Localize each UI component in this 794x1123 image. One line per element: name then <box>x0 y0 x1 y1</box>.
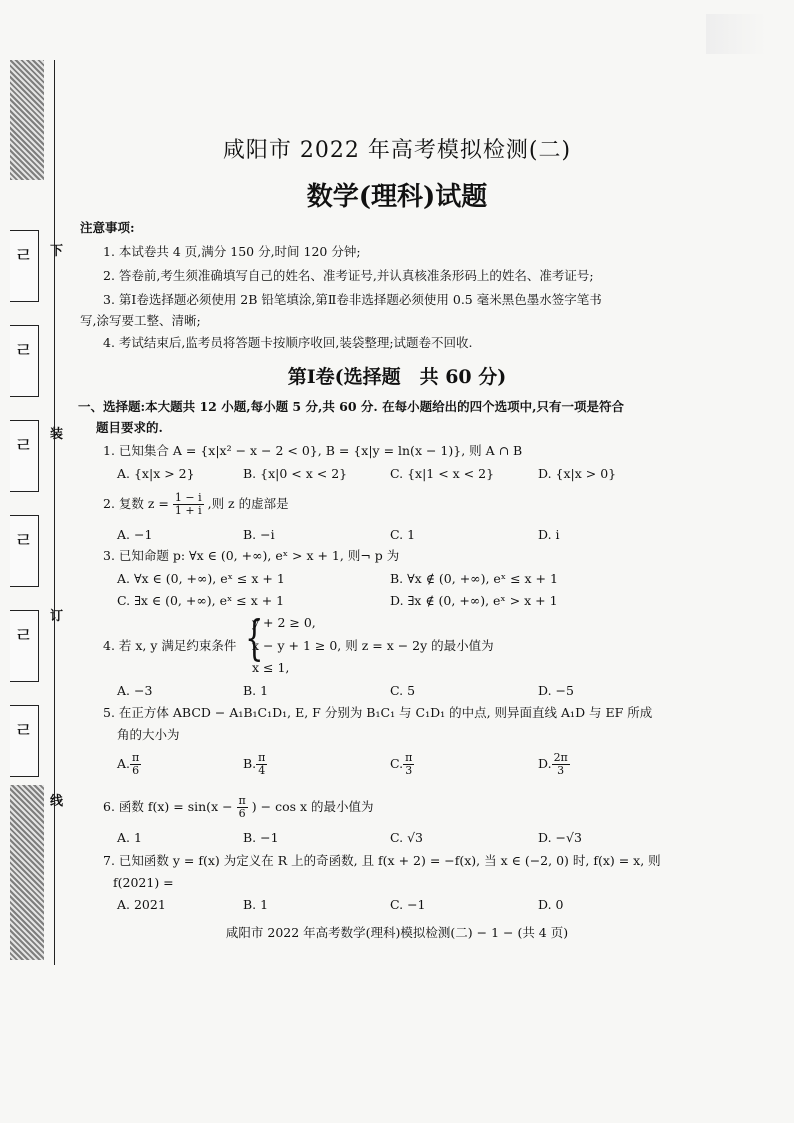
gutter-box: ㄹ <box>10 325 39 397</box>
q2-numerator: 1 − i <box>174 491 202 504</box>
notice-heading: 注意事项: <box>80 220 135 235</box>
question-7-stem: 7. 已知函数 y = f(x) 为定义在 R 上的奇函数, 且 f(x + 2) = −f(x), 当 x ∈ (−2, 0) 时, f(x) = x, 则 <box>103 853 661 868</box>
part-intro: 题目要求的. <box>96 420 163 435</box>
q5-d-num: 2π <box>553 751 568 764</box>
q7-option-d: D. 0 <box>538 897 564 912</box>
gutter-char-xian: 线 <box>50 794 64 809</box>
q2-denominator: 1 + i <box>174 504 202 517</box>
section-heading: 第Ⅰ卷(选择题 共 60 分) <box>287 366 507 388</box>
q5-a-den: 6 <box>132 764 140 777</box>
q6-denominator: 6 <box>238 807 246 820</box>
gutter-char-xia: 下 <box>50 244 64 259</box>
q4-constraint-3: x ≤ 1, <box>252 660 290 675</box>
question-6-stem <box>103 795 374 820</box>
q5-b-den: 4 <box>258 764 266 777</box>
q4-constraint-1: y + 2 ≥ 0, <box>252 615 316 630</box>
q2-option-a: A. −1 <box>117 527 153 542</box>
q5-c-den: 3 <box>405 764 413 777</box>
gutter-box: ㄹ <box>10 230 39 302</box>
gutter-box: ㄹ <box>10 420 39 492</box>
q2-stem-post: ,则 z 的虚部是 <box>207 496 289 511</box>
q2-option-c: C. 1 <box>390 527 416 542</box>
question-4-stem: 4. 若 x, y 满足约束条件 <box>103 638 237 653</box>
q3-option-a: A. ∀x ∈ (0, +∞), eˣ ≤ x + 1 <box>117 571 285 586</box>
question-3-stem: 3. 已知命题 p: ∀x ∈ (0, +∞), eˣ > x + 1, 则¬ p 为 <box>103 548 400 563</box>
gutter-box: ㄹ <box>10 610 39 682</box>
notice-item: 4. 考试结束后,监考员将答题卡按顺序收回,装袋整理;试题卷不回收. <box>103 335 473 350</box>
q7-option-c: C. −1 <box>390 897 426 912</box>
q5-option-a-label: A. <box>117 756 131 771</box>
q3-option-d: D. ∃x ∉ (0, +∞), eˣ > x + 1 <box>390 593 558 608</box>
q5-option-c-label: C. <box>390 756 404 771</box>
q5-c-num: π <box>405 751 413 764</box>
gutter-box: ㄹ <box>10 705 39 777</box>
q6-stem-post: ) − cos x 的最小值为 <box>251 799 374 814</box>
exam-subtitle: 数学(理科)试题 <box>306 182 488 212</box>
q5-option-b-fraction <box>256 752 267 777</box>
q7-option-b: B. 1 <box>243 897 269 912</box>
q5-option-c-fraction <box>403 752 414 777</box>
page-footer: 咸阳市 2022 年高考数学(理科)模拟检测(二) − 1 − (共 4 页) <box>225 925 569 940</box>
q2-option-d: D. i <box>538 527 560 542</box>
q1-option-d: D. {x|x > 0} <box>538 466 617 481</box>
q5-option-a <box>117 752 141 777</box>
q2-option-b: B. −i <box>243 527 275 542</box>
scan-corner-mark <box>706 14 766 54</box>
q2-stem-pre: 2. 复数 z = <box>103 496 169 511</box>
q6-option-a: A. 1 <box>117 830 142 845</box>
q4-option-c: C. 5 <box>390 683 416 698</box>
question-5-stem: 5. 在正方体 ABCD − A₁B₁C₁D₁, E, F 分别为 B₁C₁ 与 C₁D₁ 的中点, 则异面直线 A₁D 与 EF 所成 <box>103 705 653 720</box>
notice-item: 2. 答卷前,考生须准确填写自己的姓名、准考证号,并认真核准条形码上的姓名、准考证号; <box>103 268 594 283</box>
q5-option-b-label: B. <box>243 756 257 771</box>
q3-option-c: C. ∃x ∈ (0, +∞), eˣ ≤ x + 1 <box>117 593 285 608</box>
notice-item: 写,涂写要工整、清晰; <box>80 313 201 328</box>
q4-option-a: A. −3 <box>117 683 153 698</box>
gutter-box: ㄹ <box>10 515 39 587</box>
q6-option-b: B. −1 <box>243 830 279 845</box>
q6-numerator: π <box>238 794 246 807</box>
q5-b-num: π <box>258 751 266 764</box>
q6-option-c: C. √3 <box>390 830 423 845</box>
q4-option-d: D. −5 <box>538 683 574 698</box>
q6-fraction <box>237 795 248 820</box>
question-1-stem: 1. 已知集合 A = {x|x² − x − 2 < 0}, B = {x|y = ln(x − 1)}, 则 A ∩ B <box>103 443 523 458</box>
q5-d-den: 3 <box>557 764 565 777</box>
q1-option-a: A. {x|x > 2} <box>117 466 195 481</box>
gutter-char-ding: 订 <box>50 609 64 624</box>
notice-item: 1. 本试卷共 4 页,满分 150 分,时间 120 分钟; <box>103 244 361 259</box>
q3-option-b: B. ∀x ∉ (0, +∞), eˣ ≤ x + 1 <box>390 571 558 586</box>
q5-option-d-fraction <box>552 752 570 777</box>
q5-option-c <box>390 752 414 777</box>
question-7-stem-cont: f(2021) = <box>113 875 174 890</box>
q7-option-a: A. 2021 <box>117 897 166 912</box>
q2-fraction <box>173 492 204 517</box>
question-5-stem-cont: 角的大小为 <box>117 727 180 742</box>
q6-option-d: D. −√3 <box>538 830 582 845</box>
q5-option-b <box>243 752 267 777</box>
gutter-char-zhuang: 装 <box>50 427 64 442</box>
q5-option-a-fraction <box>130 752 141 777</box>
part-intro: 一、选择题:本大题共 12 小题,每小题 5 分,共 60 分. 在每小题给出的四个选项中,只有一项是符合 <box>78 399 624 414</box>
q4-option-b: B. 1 <box>243 683 269 698</box>
constraint-brace: { <box>245 610 264 666</box>
q6-stem-pre: 6. 函数 f(x) = sin(x − <box>103 799 233 814</box>
notice-item: 3. 第Ⅰ卷选择题必须使用 2B 铅笔填涂,第Ⅱ卷非选择题必须使用 0.5 毫米黑色墨水签字笔书 <box>103 292 602 307</box>
q5-option-d <box>538 752 570 777</box>
q5-a-num: π <box>132 751 140 764</box>
question-2-stem <box>103 492 289 517</box>
q4-constraint-2: x − y + 1 ≥ 0, 则 z = x − 2y 的最小值为 <box>252 638 494 653</box>
q1-option-b: B. {x|0 < x < 2} <box>243 466 348 481</box>
q5-option-d-label: D. <box>538 756 552 771</box>
exam-title: 咸阳市 2022 年高考模拟检测(二) <box>222 138 572 163</box>
q1-option-c: C. {x|1 < x < 2} <box>390 466 495 481</box>
